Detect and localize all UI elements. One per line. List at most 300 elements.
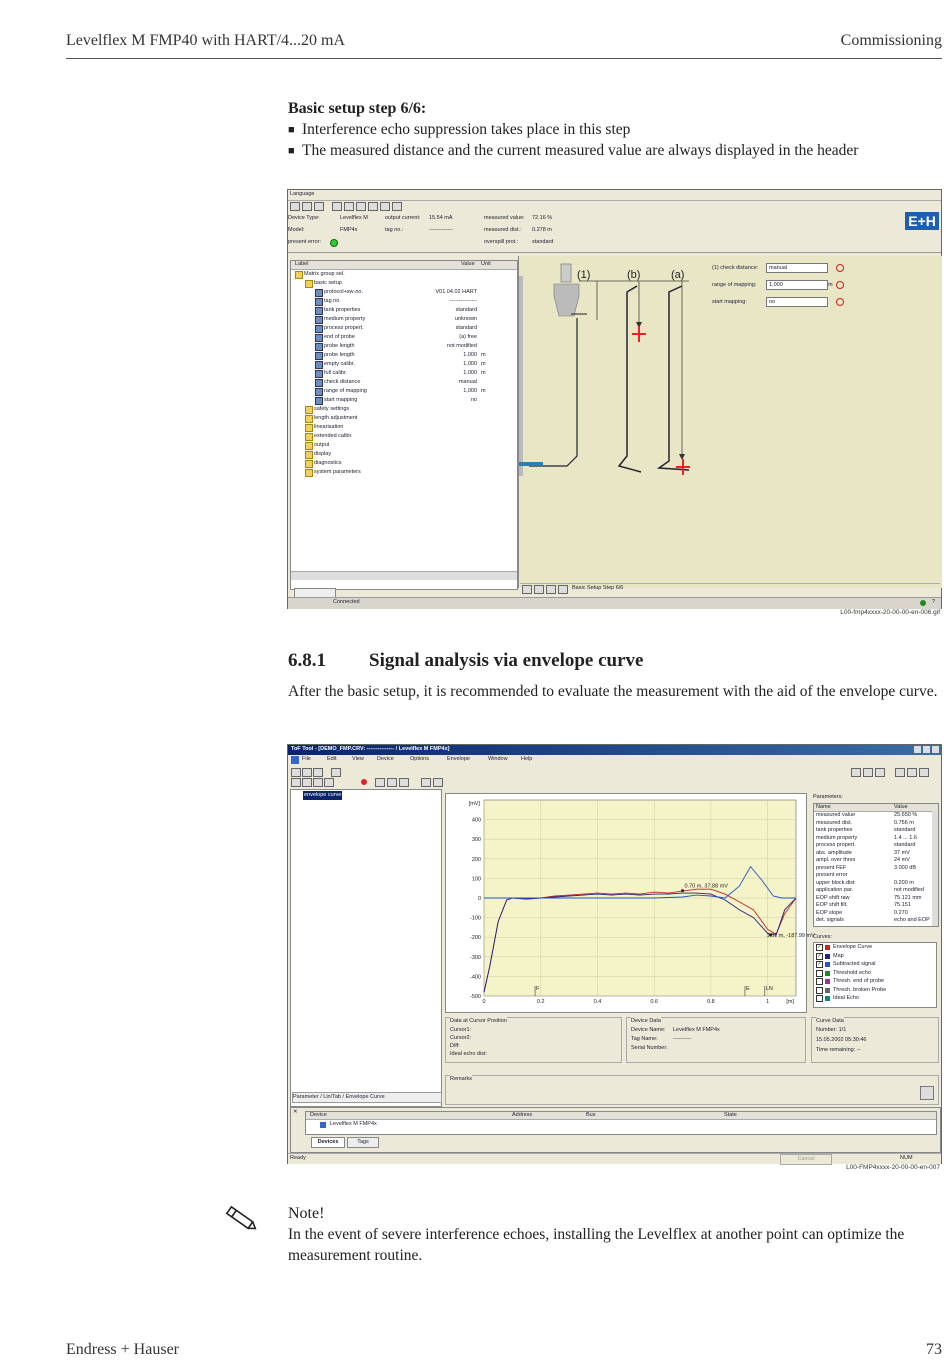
tree-row-unit: m bbox=[481, 352, 486, 358]
tree-row-label: probe length bbox=[324, 352, 355, 358]
left-pane-tabs[interactable]: Parameter / Lin/Tab / Envelope Curve bbox=[292, 1092, 442, 1103]
tree-row-label: tank properties bbox=[324, 307, 361, 313]
marker-label: LN bbox=[765, 986, 773, 992]
param-name: upper block.dist bbox=[816, 879, 855, 886]
toolbar-button[interactable] bbox=[368, 202, 378, 211]
parameter-icon bbox=[315, 316, 323, 324]
language-label: Language bbox=[290, 191, 315, 197]
zoom-button[interactable] bbox=[907, 768, 917, 777]
diff-label: Diff: bbox=[450, 1043, 460, 1049]
param-row[interactable] bbox=[814, 887, 932, 895]
device-data-box bbox=[626, 1017, 806, 1063]
tree-row[interactable] bbox=[291, 450, 517, 459]
tree-row-value: unknown bbox=[454, 316, 477, 322]
status-text: Basic Setup Step 6/6 bbox=[572, 585, 624, 591]
running-header-left: Levelflex M FMP40 with HART/4...20 mA bbox=[66, 32, 346, 49]
curve-checkbox[interactable] bbox=[816, 987, 823, 994]
param-value: 24 mV bbox=[894, 857, 910, 863]
tree-row[interactable] bbox=[291, 396, 517, 405]
menu-item[interactable]: File bbox=[302, 756, 311, 762]
param-row[interactable] bbox=[814, 812, 932, 820]
curve-color-swatch bbox=[825, 971, 830, 976]
menu-item[interactable]: Window bbox=[488, 756, 508, 762]
window-title: ToF Tool - [DEMO_FMP.CRV: --------------- / Levelflex M FMP4x] bbox=[291, 746, 450, 752]
param-value: 0.756 m bbox=[894, 819, 914, 826]
x-axis-unit: [m] bbox=[786, 999, 794, 1005]
help-icon[interactable]: ? bbox=[932, 599, 936, 605]
tree-row-label: basic setup bbox=[314, 280, 342, 286]
nav-button[interactable] bbox=[522, 585, 532, 594]
tree-row[interactable] bbox=[291, 333, 517, 342]
toolbar-button[interactable] bbox=[380, 202, 390, 211]
param-name: medium property bbox=[816, 834, 858, 841]
output-current-label: output current: bbox=[385, 215, 421, 221]
nav-button[interactable] bbox=[324, 778, 334, 787]
view-button[interactable] bbox=[851, 768, 861, 777]
tree-row[interactable] bbox=[291, 297, 517, 306]
tree-row[interactable] bbox=[291, 423, 517, 432]
diagram-label: (1) bbox=[577, 269, 591, 281]
tree-row[interactable] bbox=[291, 369, 517, 378]
curve-timestamp: 15.05.2002 05:30:46 bbox=[816, 1037, 867, 1043]
level-cross-icon bbox=[676, 459, 690, 475]
param-row[interactable] bbox=[814, 820, 932, 828]
curve-row bbox=[814, 952, 936, 961]
folder-icon bbox=[305, 424, 313, 432]
bus-col-header: Bus bbox=[586, 1112, 596, 1118]
present-error-label: present error: bbox=[288, 239, 322, 245]
envelope-chart bbox=[446, 794, 815, 1012]
param-row[interactable] bbox=[814, 872, 932, 880]
param-name: EOP slope bbox=[816, 909, 843, 916]
tree-row[interactable] bbox=[291, 324, 517, 333]
tool-button[interactable] bbox=[399, 778, 409, 787]
curve-checkbox[interactable] bbox=[816, 978, 823, 985]
curve-checkbox[interactable]: ✓ bbox=[817, 944, 822, 950]
tags-tab[interactable]: Tags bbox=[347, 1137, 379, 1148]
param-name: det. signals bbox=[816, 917, 844, 923]
status-strip bbox=[520, 583, 940, 594]
y-tick-label: 200 bbox=[471, 856, 481, 863]
curve-color-swatch bbox=[825, 945, 830, 950]
device-name-value: Levelflex M FMP4x bbox=[673, 1027, 720, 1033]
param-row[interactable] bbox=[814, 895, 932, 903]
step-title: Basic setup step 6/6: bbox=[288, 100, 427, 117]
devices-tab[interactable]: Devices bbox=[311, 1137, 345, 1148]
maximize-button[interactable] bbox=[923, 746, 930, 753]
running-header-right: Commissioning bbox=[840, 32, 942, 49]
menu-item[interactable]: View bbox=[352, 756, 364, 762]
parameter-tree-panel bbox=[290, 260, 518, 590]
nav-button[interactable] bbox=[546, 585, 556, 594]
measured-value: 72.16 % bbox=[532, 215, 553, 221]
open-button[interactable] bbox=[291, 768, 301, 777]
param-row[interactable] bbox=[814, 857, 932, 865]
tree-row[interactable] bbox=[291, 432, 517, 441]
tree-row[interactable] bbox=[291, 441, 517, 450]
model-value: FMP4x bbox=[340, 227, 358, 233]
folder-icon bbox=[305, 442, 313, 450]
section-number: 6.8.1 bbox=[288, 650, 326, 671]
device-name-label: Device Name: bbox=[631, 1027, 666, 1033]
tree-row-label: Matrix group sel. bbox=[304, 271, 345, 277]
title-bar bbox=[288, 745, 941, 755]
param-row[interactable] bbox=[814, 880, 932, 888]
tree-row-label: check distance bbox=[324, 379, 361, 385]
menu-bar bbox=[302, 756, 702, 765]
parameter-icon bbox=[315, 370, 323, 378]
curve-checkbox[interactable]: ✓ bbox=[817, 952, 822, 959]
tree-row[interactable] bbox=[291, 279, 517, 288]
folder-icon bbox=[305, 280, 313, 288]
param-row[interactable] bbox=[814, 835, 932, 843]
connected-text: Connected bbox=[333, 599, 360, 605]
tree-row-value: 1,000 bbox=[463, 370, 477, 376]
curve-label: Threshold echo bbox=[833, 969, 871, 976]
step-bullets bbox=[288, 120, 938, 161]
measured-dist-value: 0.278 m bbox=[532, 227, 552, 233]
step-bullet: ■ Interference echo suppression takes place in this step bbox=[288, 120, 938, 141]
status-bar bbox=[288, 597, 941, 609]
x-tick-label: 0.6 bbox=[650, 999, 659, 1005]
device-type-label: Device Type: bbox=[288, 215, 320, 221]
params-header-value: Value bbox=[894, 804, 908, 810]
toolbars bbox=[291, 767, 941, 787]
view-button[interactable] bbox=[863, 768, 873, 777]
field-value-box[interactable]: manual bbox=[766, 263, 828, 273]
mapping-fields bbox=[712, 256, 942, 316]
device-icon bbox=[320, 1122, 326, 1128]
param-name: abs. amplitude bbox=[816, 849, 852, 856]
tree-row[interactable] bbox=[291, 405, 517, 414]
y-tick-label: -200 bbox=[469, 935, 481, 942]
x-tick-label: 0 bbox=[482, 999, 486, 1005]
tree-row-label: system parameters bbox=[314, 469, 361, 475]
parameter-icon bbox=[315, 397, 323, 405]
curve-number: Number: 1/1 bbox=[816, 1027, 847, 1033]
param-row[interactable] bbox=[814, 842, 932, 850]
tree-row-label: protocol+sw-no. bbox=[324, 289, 363, 295]
param-name: tank properties bbox=[816, 827, 853, 833]
curve-color-swatch bbox=[825, 954, 830, 959]
tree-row-label: length adjustment bbox=[314, 415, 358, 421]
parameters-table bbox=[813, 803, 939, 927]
y-tick-label: 0 bbox=[477, 896, 481, 902]
tree-row[interactable] bbox=[291, 306, 517, 315]
folder-icon bbox=[305, 433, 313, 441]
curve-label: Map bbox=[833, 952, 844, 959]
endress-hauser-logo-icon: E+H bbox=[905, 212, 939, 230]
param-row[interactable] bbox=[814, 827, 932, 835]
envelope-curve-screenshot bbox=[287, 744, 942, 1164]
tool-button[interactable] bbox=[421, 778, 431, 787]
cursor-annotation: 0.70 m, 37.88 mV bbox=[684, 883, 728, 890]
footer-left: Endress + Hauser bbox=[66, 1341, 179, 1358]
record-icon[interactable] bbox=[361, 779, 367, 785]
param-value: 1.4 ... 1.6 bbox=[894, 834, 917, 841]
view-button[interactable] bbox=[875, 768, 885, 777]
address-col-header: Address bbox=[512, 1112, 533, 1118]
print-button[interactable] bbox=[313, 768, 323, 777]
tree-row[interactable] bbox=[291, 351, 517, 360]
field-value-box[interactable]: no bbox=[766, 297, 828, 307]
curve-row bbox=[814, 994, 936, 1003]
curve-row bbox=[814, 986, 936, 995]
parameters-title: Parameters: bbox=[813, 794, 843, 800]
params-header-name: Name bbox=[816, 804, 831, 810]
param-value: standard bbox=[894, 842, 916, 848]
param-value: echo and EOP bbox=[894, 917, 930, 923]
tree-row-value: 1,000 bbox=[463, 388, 477, 394]
param-row[interactable] bbox=[814, 865, 932, 873]
tree-row-value: standard bbox=[455, 325, 477, 331]
params-scrollbar[interactable] bbox=[932, 811, 938, 926]
param-name: measured dist. bbox=[816, 819, 853, 826]
tree-row-value: manual bbox=[458, 379, 477, 385]
note-pencil-icon bbox=[222, 1204, 258, 1234]
basic-setup-screenshot bbox=[287, 189, 942, 609]
curve-row bbox=[814, 960, 936, 969]
save-button[interactable] bbox=[302, 768, 312, 777]
toolbar-button[interactable] bbox=[344, 202, 354, 211]
parameter-icon bbox=[315, 289, 323, 297]
product-level bbox=[519, 462, 543, 466]
param-name: present error bbox=[816, 872, 848, 878]
tree-row-value: standard bbox=[455, 307, 477, 313]
curve-label: Thresh. end of probe bbox=[833, 978, 885, 984]
curve-color-swatch bbox=[825, 996, 830, 1001]
menu-item[interactable]: Edit bbox=[327, 756, 337, 762]
y-tick-label: -500 bbox=[469, 994, 481, 1000]
field-value-box[interactable]: 1,000 bbox=[766, 280, 828, 290]
menu-item[interactable]: Device bbox=[377, 756, 394, 762]
remarks-button[interactable] bbox=[920, 1086, 934, 1100]
cursor-data-box bbox=[445, 1017, 622, 1063]
toolbar-button[interactable] bbox=[356, 202, 366, 211]
cursor1-label: Cursor1: bbox=[450, 1027, 472, 1033]
minimize-button[interactable] bbox=[914, 746, 921, 753]
param-value: 75.151 bbox=[894, 902, 911, 908]
toolbar bbox=[290, 202, 410, 212]
nav-button[interactable] bbox=[313, 778, 323, 787]
curves-title: Curves: bbox=[813, 934, 832, 940]
param-name: application par. bbox=[816, 887, 853, 893]
nav-button[interactable] bbox=[291, 778, 301, 787]
curve-label: Ideal Echo bbox=[833, 995, 859, 1001]
tree-row[interactable] bbox=[291, 270, 517, 279]
y-tick-label: 300 bbox=[471, 837, 481, 844]
y-tick-label: -300 bbox=[469, 954, 481, 961]
mapping-cross-icon bbox=[632, 326, 646, 342]
figure-caption-1: L00-fmp4xxxx-20-00-00-en-006.gif bbox=[840, 609, 940, 616]
tree-row[interactable] bbox=[291, 342, 517, 351]
curve-data-box bbox=[811, 1017, 939, 1063]
param-value: 3.000 dB bbox=[894, 864, 917, 871]
device-table bbox=[305, 1111, 937, 1135]
tree-row-label: start mapping bbox=[324, 397, 358, 403]
parameter-icon bbox=[315, 361, 323, 369]
tool-button[interactable] bbox=[375, 778, 385, 787]
param-row[interactable] bbox=[814, 910, 932, 918]
state-col-header: State bbox=[724, 1112, 737, 1118]
param-name: EOP shift raw bbox=[816, 894, 850, 901]
header-rule bbox=[66, 58, 942, 59]
curve-checkbox[interactable]: ✓ bbox=[817, 961, 822, 967]
tree-row[interactable] bbox=[291, 459, 517, 468]
toolbar-button[interactable] bbox=[290, 202, 300, 211]
tree-row[interactable] bbox=[291, 387, 517, 396]
tool-button[interactable] bbox=[387, 778, 397, 787]
param-name: measured value bbox=[816, 812, 856, 818]
apply-icon[interactable] bbox=[836, 281, 844, 289]
help-button[interactable] bbox=[331, 768, 341, 777]
curves-list bbox=[813, 942, 937, 1008]
diagram-label: (b) bbox=[627, 269, 641, 281]
tree-row-unit: m bbox=[481, 361, 486, 367]
curve-row bbox=[814, 977, 936, 986]
tree-scrollbar[interactable] bbox=[291, 571, 517, 580]
curve-checkbox[interactable] bbox=[816, 995, 823, 1002]
model-label: Model: bbox=[288, 227, 305, 233]
param-value: standard bbox=[894, 827, 916, 833]
status-bar-2 bbox=[288, 1153, 941, 1164]
mapping-diagram-panel bbox=[518, 256, 942, 588]
curve-label: Envelope Curve bbox=[833, 944, 873, 950]
cursor-box-title: Data at Cursor Position bbox=[450, 1018, 507, 1024]
tree-item-envelope-curve[interactable]: envelope curve bbox=[304, 792, 342, 798]
close-button[interactable] bbox=[932, 746, 939, 753]
param-value: 75.121 mm bbox=[894, 894, 922, 901]
tree-row-label: tag no. bbox=[324, 298, 341, 304]
tree-header bbox=[291, 261, 517, 270]
tree-row-value: 1,000 bbox=[463, 361, 477, 367]
tree-row-unit: m bbox=[481, 388, 486, 394]
menu-item[interactable]: Envelope bbox=[447, 756, 470, 762]
param-name: present FEF bbox=[816, 864, 847, 871]
tree-header-unit: Unit bbox=[481, 261, 491, 267]
cursor-annotation: 1.01 m, -187.99 mV bbox=[766, 932, 815, 939]
param-row[interactable] bbox=[814, 902, 932, 910]
cursor2-label: Cursor2: bbox=[450, 1035, 472, 1041]
marker-label: F bbox=[536, 986, 540, 992]
parameter-icon bbox=[315, 325, 323, 333]
toolbar-button[interactable] bbox=[332, 202, 342, 211]
menu-item[interactable]: Help bbox=[521, 756, 533, 762]
tree-row[interactable] bbox=[291, 288, 517, 297]
tree-row-label: end of probe bbox=[324, 334, 355, 340]
tool-button[interactable] bbox=[433, 778, 443, 787]
tree-row-label: extended calibr. bbox=[314, 433, 353, 439]
section-title: Signal analysis via envelope curve bbox=[369, 650, 644, 671]
field-unit: m bbox=[828, 282, 833, 288]
tree-row-label: range of mapping bbox=[324, 388, 367, 394]
parameter-icon bbox=[315, 388, 323, 396]
toolbar-button[interactable] bbox=[314, 202, 324, 211]
tree-row-value: V01.04.02 HART bbox=[435, 289, 477, 295]
tree-row-label: diagnostics bbox=[314, 460, 342, 466]
zoom-button[interactable] bbox=[895, 768, 905, 777]
parameter-icon bbox=[315, 379, 323, 387]
measured-dist-label: measured dist.: bbox=[484, 227, 522, 233]
nav-button[interactable] bbox=[302, 778, 312, 787]
parameter-icon bbox=[315, 352, 323, 360]
device-list-pane bbox=[290, 1107, 941, 1153]
folder-icon bbox=[305, 469, 313, 477]
param-value: not modified bbox=[894, 887, 924, 893]
transmitter-icon bbox=[561, 264, 571, 282]
curve-checkbox[interactable] bbox=[816, 970, 823, 977]
output-current-value: 15.54 mA bbox=[429, 215, 453, 221]
device-row-name[interactable]: Levelflex M FMP4x bbox=[330, 1121, 377, 1127]
tree-row[interactable] bbox=[291, 378, 517, 387]
close-pane-icon[interactable]: ✕ bbox=[293, 1109, 298, 1115]
param-value: 0.270 bbox=[894, 909, 908, 916]
status-ok-icon bbox=[330, 239, 338, 247]
page-number: 73 bbox=[926, 1341, 942, 1358]
folder-icon bbox=[305, 451, 313, 459]
tree-row-value: (a) free bbox=[459, 334, 477, 340]
zoom-button[interactable] bbox=[919, 768, 929, 777]
tree-row-label: process propert. bbox=[324, 325, 364, 331]
tree-row-label: probe length bbox=[324, 343, 355, 349]
param-row[interactable] bbox=[814, 850, 932, 858]
measured-value-label: measured value: bbox=[484, 215, 525, 221]
apply-icon[interactable] bbox=[836, 298, 844, 306]
param-value: 0.200 m bbox=[894, 879, 914, 886]
apply-icon[interactable] bbox=[836, 264, 844, 272]
y-tick-label: 400 bbox=[471, 817, 481, 824]
toolbar-button[interactable] bbox=[302, 202, 312, 211]
parameter-tree bbox=[291, 270, 517, 477]
nav-button[interactable] bbox=[534, 585, 544, 594]
x-tick-label: 0.2 bbox=[536, 999, 545, 1005]
device-head-icon bbox=[554, 284, 579, 316]
curve-color-swatch bbox=[825, 988, 830, 993]
tree-row[interactable] bbox=[291, 360, 517, 369]
diagram-label: (a) bbox=[671, 269, 685, 281]
tree-header-value: Value bbox=[461, 261, 475, 267]
device-type-value: Levelflex M bbox=[340, 215, 368, 221]
connection-icon bbox=[920, 600, 926, 606]
menu-item[interactable]: Options bbox=[410, 756, 429, 762]
tank-wall bbox=[519, 276, 523, 476]
tree-row[interactable] bbox=[291, 315, 517, 324]
param-row[interactable] bbox=[814, 917, 932, 925]
toolbar-button[interactable] bbox=[392, 202, 402, 211]
tree-row-label: output bbox=[314, 442, 330, 448]
cancel-button[interactable]: Cancel bbox=[780, 1154, 832, 1165]
tree-row-unit: m bbox=[481, 370, 486, 376]
device-box-title: Device Data bbox=[631, 1018, 661, 1024]
parameter-icon bbox=[315, 307, 323, 315]
nav-button[interactable] bbox=[558, 585, 568, 594]
tag-name-value: ---------- bbox=[673, 1036, 692, 1042]
param-name: EOP shift filt. bbox=[816, 902, 848, 908]
tree-row-label: medium property bbox=[324, 316, 366, 322]
curve-a bbox=[659, 286, 689, 470]
tree-row-value: not modified bbox=[447, 343, 477, 349]
parameter-icon bbox=[315, 334, 323, 342]
folder-icon bbox=[295, 271, 303, 279]
tree-row[interactable] bbox=[291, 468, 517, 477]
field-label: start mapping: bbox=[712, 299, 747, 305]
device-col-header: Device bbox=[310, 1112, 327, 1118]
param-value: 37 mV bbox=[894, 849, 910, 856]
folder-icon bbox=[305, 406, 313, 414]
curve-row bbox=[814, 969, 936, 978]
x-tick-label: 0.4 bbox=[593, 999, 602, 1005]
tree-row[interactable] bbox=[291, 414, 517, 423]
